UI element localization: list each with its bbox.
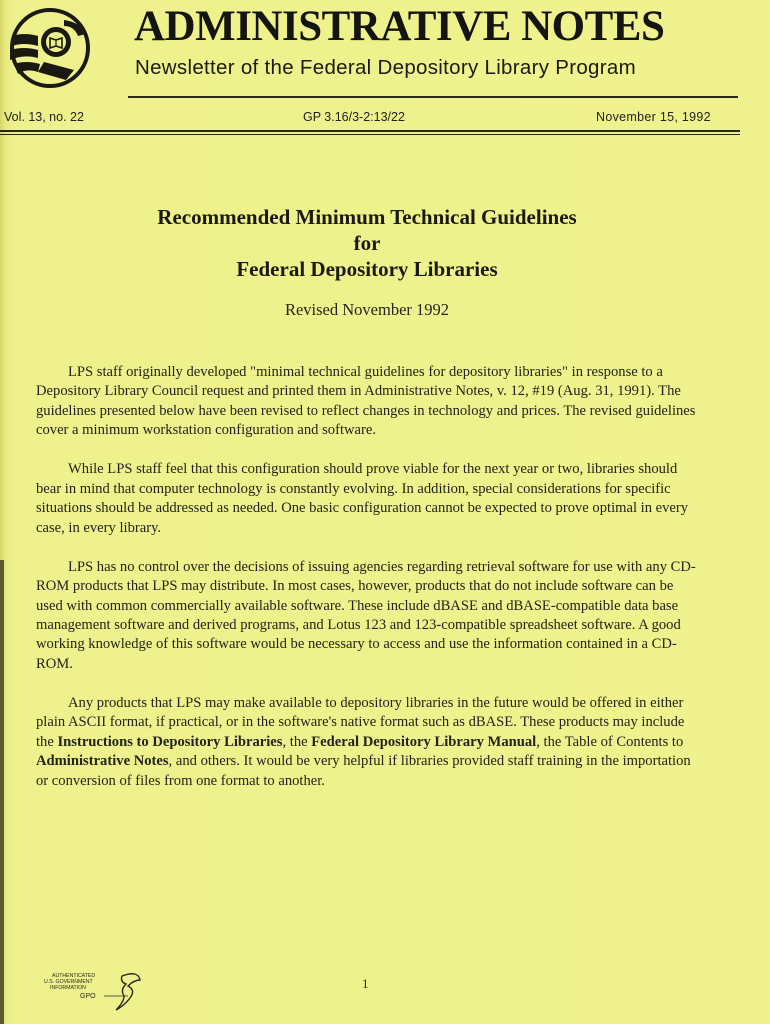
issue-doc-number: GP 3.16/3-2:13/22 [303,110,405,124]
paragraph-3: LPS has no control over the decisions of issuing agencies regarding retrieval software for use with any CD-ROM products that LPS may distribute. In most cases, however, products that do not include software can be used with common commercially available software. These include dBASE and dBASE-compatible data base management software and derived programs, and Lotus 123 and 123-compatible spreadsheet software. A good working knowledge of this software would be necessary to access and use the information contained in a CD-ROM. [36,558,696,672]
issue-date: November 15, 1992 [596,110,711,124]
paragraph-4-text-e: , and others. It would be very helpful if libraries provided staff training in the importation or conversion of files from one format to another. [36,753,691,789]
article-title-line-3: Federal Depository Libraries [236,257,498,281]
masthead-divider [128,96,738,98]
instructions-title: Instructions to Depository Libraries [57,733,283,750]
article-body [36,363,698,811]
article-title-line-1: Recommended Minimum Technical Guidelines [157,205,577,229]
seal-line-4: GPO [80,993,96,1000]
article-title-line-2: for [353,231,381,255]
seal-line-2: U.S. GOVERNMENT [44,979,93,985]
paragraph-4-text-c: , the [282,733,312,750]
administrative-notes-title: Administrative Notes [36,753,169,770]
newsletter-subtitle: Newsletter of the Federal Depository Library Program [135,56,636,79]
header-rule-thin [0,134,740,135]
page-binding-edge [0,560,4,1024]
paragraph-2: While LPS staff feel that this configuration should prove viable for the next year or two, libraries should bear in mind that computer technology is constantly evolving. In addition, special considerations for specific situations should be addressed as needed. One basic configuration cannot be expected to prove optimal in every case, in every library. [36,461,689,536]
revision-date: Revised November 1992 [284,300,450,319]
seal-line-1: AUTHENTICATED [52,973,96,979]
paragraph-4-text-d: , the Table of Contents to [536,733,684,750]
header-rule-thick [0,130,740,132]
paragraph-4-text-a: Any products that LPS may make available to depository libraries in the future would be offered in either plain ASCII format, if practical, or in the software's native format such as dBASE. These products may include the [36,695,685,750]
issue-volume: Vol. 13, no. 22 [4,110,84,124]
seal-line-3: INFORMATION [50,985,86,991]
fdlp-eagle-book-logo-icon [4,6,94,90]
paragraph-1: LPS staff originally developed "minimal technical guidelines for depository libraries" in response to a Depository Library Council request and printed them in Administrative Notes, v. 12, #19 (Aug. 31, 1991). The guidelines presented below have been revised to reflect changes in technology and prices. The revised guidelines cover a minimum workstation configuration and software. [36,364,696,439]
newsletter-title: ADMINISTRATIVE NOTES [134,3,665,50]
manual-title: Federal Depository Library Manual [311,733,537,750]
paragraph-4 [36,694,698,791]
page-number: 1 [362,976,369,991]
